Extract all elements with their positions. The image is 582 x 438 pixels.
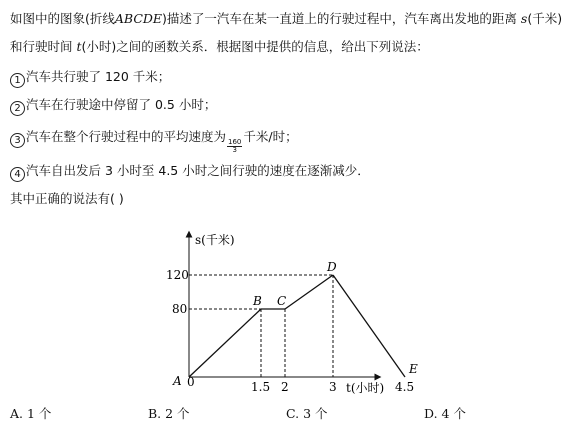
point-label-e: E	[409, 362, 418, 376]
x-tick-label: 1.5	[251, 380, 271, 394]
y-axis-label: s(千米)	[195, 233, 235, 247]
x-tick-label: 3	[329, 380, 337, 394]
y-tick-label: 80	[172, 302, 188, 316]
stem-part-2: )描述了一汽车在某一直道上的行驶过程中，汽车离出发地的距离	[162, 11, 517, 26]
question-ask: 其中正确的说法有( )	[10, 191, 124, 206]
option-b[interactable]: B. 2 个	[148, 406, 190, 421]
statement-text-after: 千米/时；	[243, 129, 298, 144]
polyline-segment	[189, 309, 261, 377]
polyline-segment	[333, 275, 405, 377]
var-t: t	[76, 39, 82, 54]
stem-part-1: 如图中的图象(折线	[10, 11, 115, 26]
option-a[interactable]: A. 1 个	[10, 406, 52, 421]
point-label-d: D	[327, 260, 337, 274]
fraction-denominator: 3	[232, 146, 237, 154]
origin-label: 0	[187, 375, 195, 389]
option-d[interactable]: D. 4 个	[424, 406, 466, 421]
unit-km: (千米)	[527, 11, 563, 26]
polyline-segment	[285, 275, 333, 309]
point-label-a: A	[173, 374, 182, 388]
circled-number: 2	[10, 101, 25, 116]
circled-number: 4	[10, 167, 25, 182]
polyline-label: ABCDE	[114, 11, 163, 26]
stem-line2-part2: (小时)之间的函数关系．根据图中提供的信息，给出下列说法：	[81, 39, 429, 54]
statement-text: 汽车在整个行驶过程中的平均速度为	[26, 129, 227, 144]
x-tick-label: 4.5	[395, 380, 415, 394]
circled-number: 1	[10, 73, 25, 88]
point-label-c: C	[277, 294, 287, 308]
y-tick-label: 120	[166, 268, 189, 282]
statement-text: 汽车共行驶了 120 千米；	[26, 69, 171, 84]
statement-text: 汽车在行驶途中停留了 0.5 小时；	[26, 97, 217, 112]
point-label-b: B	[253, 294, 262, 308]
stem-line2-part1: 和行驶时间	[10, 39, 73, 54]
var-s: s	[520, 11, 528, 26]
fraction-numerator: 160	[228, 138, 242, 146]
circled-number: 3	[10, 133, 25, 148]
statement-text: 汽车自出发后 3 小时至 4.5 小时之间行驶的速度在逐渐减少．	[26, 163, 370, 178]
x-tick-label: 2	[281, 380, 289, 394]
option-c[interactable]: C. 3 个	[286, 406, 328, 421]
x-axis-label: t(小时)	[346, 381, 385, 395]
